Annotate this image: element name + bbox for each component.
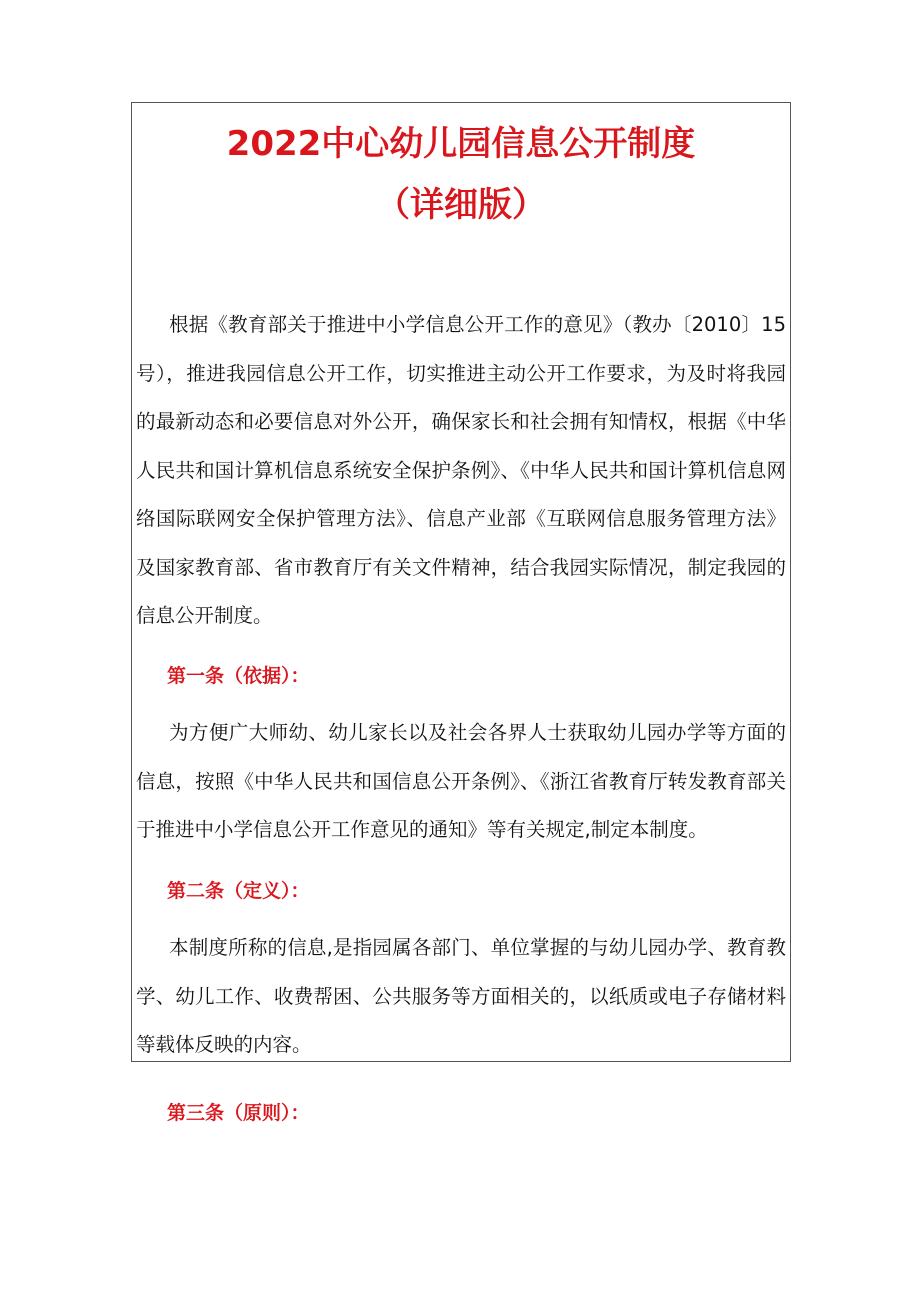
article-2-heading: 第二条（定义）： — [167, 880, 310, 902]
article-2-body: 本制度所称的信息,是指园属各部门、单位掌握的与幼儿园办学、教育教学、幼儿工作、收费帮困、公共服务等方面相关的，以纸质或电子存储材料等载体反映的内容。 — [136, 936, 786, 1056]
article-3-heading: 第三条（原则）： — [167, 1102, 310, 1124]
intro-paragraph: 根据《教育部关于推进中小学信息公开工作的意见》（教办〔2010〕15号），推进我园信息公开工作，切实推进主动公开工作要求，为及时将我园的最新动态和必要信息对外公开，确保家长和社会拥有知情权，根据《中华人民共和国计算机信息系统安全保护条例》、《中华人民共和国计算机信息网络国际联网安全保护管理方法》、信息产业部《互联网信息服务管理方法》及国家教育部、省市教育厅有关文件精神，结合我园实际情况，制定我园的信息公开制度。 — [136, 313, 786, 627]
document-title: 2022中心幼儿园信息公开制度 — [226, 124, 696, 164]
article-1-heading: 第一条（依据）： — [167, 665, 310, 687]
document-subtitle: （详细版） — [376, 185, 546, 225]
article-1-body: 为方便广大师幼、幼儿家长以及社会各界人士获取幼儿园办学等方面的信息，按照《中华人民共和国信息公开条例》、《浙江省教育厅转发教育部关于推进中小学信息公开工作意见的通知》等有关规定,制定本制度。 — [136, 721, 786, 841]
